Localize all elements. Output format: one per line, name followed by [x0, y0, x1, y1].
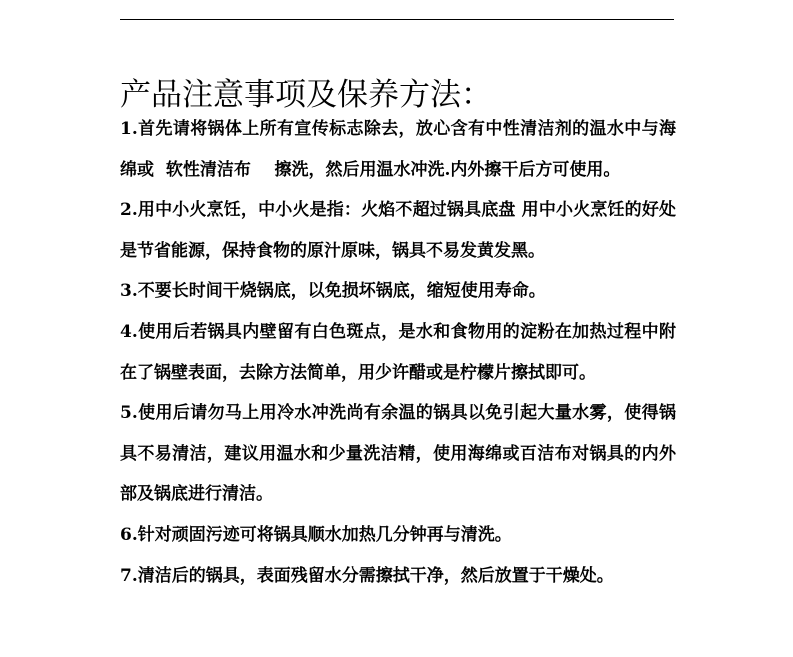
- care-instructions: [120, 109, 676, 596]
- instruction-item-7: 7.清洁后的锅具，表面残留水分需擦拭干净，然后放置于干燥处。: [120, 565, 614, 586]
- instruction-item-6: 6.针对顽固污迹可将锅具顺水加热几分钟再与清洗。: [120, 524, 512, 545]
- instruction-item-3: 3.不要长时间干烧锅底，以免损坏锅底，缩短使用寿命。: [120, 281, 546, 302]
- page-title: 产品注意事项及保养方法：: [120, 76, 492, 113]
- instruction-item-4: 4.使用后若锅具内壁留有白色斑点，是水和食物用的淀粉在加热过程中附在了锅壁表面，去除方法简单，用少许醋或是柠檬片擦拭即可。: [120, 321, 676, 383]
- instruction-item-1: 1.首先请将锅体上所有宣传标志除去，放心含有中性清洁剂的温水中与海绵或 软性清洁布 擦洗，然后用温水冲洗.内外擦干后方可使用。: [120, 119, 676, 180]
- instruction-item-5: 5.使用后请勿马上用冷水冲洗尚有余温的锅具以免引起大量水雾，使得锅具不易清洁，建议用温水和少量洗洁精，使用海绵或百洁布对锅具的内外部及锅底进行清洁。: [120, 403, 676, 505]
- instruction-item-2: 2.用中小火烹饪，中小火是指：火焰不超过锅具底盘 用中小火烹饪的好处是节省能源，保持食物的原汁原味，锅具不易发黄发黑。: [120, 200, 676, 261]
- top-divider: [120, 19, 674, 20]
